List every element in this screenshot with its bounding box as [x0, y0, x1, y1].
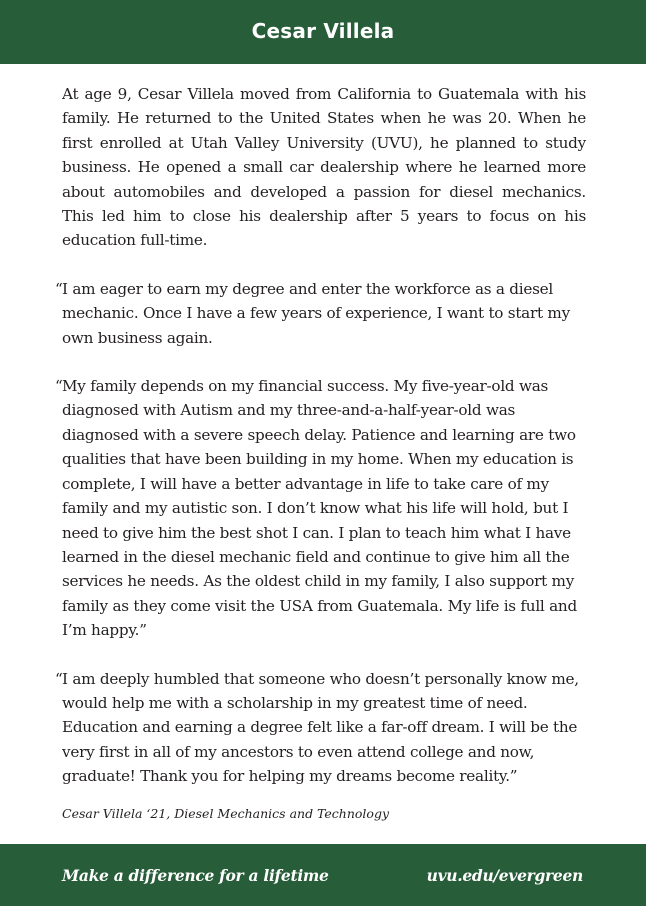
footer-url-link[interactable]: uvu.edu/evergreen [426, 866, 583, 885]
profile-content [55, 82, 586, 835]
page-title: Cesar Villela [251, 19, 395, 43]
footer-bar [0, 844, 646, 906]
quote-2-text: My family depends on my financial success. My five-year-old was diagnosed with Autism and my three-and-a-half-year-old was diagnosed with a severe speech delay. Patience and learning are two qualities that have been building in my home. When my education is complete, I will have a better advantage in life to take care of my family and my autistic son. I don’t know what his life will hold, but I need to give him the best shot I can. I plan to teach him what I have learned in the diesel mechanic field and continue to give him all the services he needs. As the oldest child in my family, I also support my family as they come visit the USA from Guatemala. My life is full and I’m happy.” [62, 377, 577, 640]
quote-2-open-mark: “ [55, 377, 63, 396]
header-bar [0, 0, 646, 64]
quote-1-text: I am eager to earn my degree and enter the workforce as a diesel mechanic. Once I have a few years of experience, I want to start my own business again. [62, 279, 570, 347]
footer-tagline: Make a difference for a lifetime [62, 866, 329, 885]
quote-3-open-mark: “ [55, 669, 63, 688]
quote-3 [55, 667, 586, 789]
quote-2 [55, 374, 586, 642]
quote-3-text: I am deeply humbled that someone who doesn’t personally know me, would help me with a scholarship in my greatest time of need. Education and earning a degree felt like a far-off dream. I will be the very first in all of my ancestors to even attend college and now, graduate! Thank you for helping my dreams become reality.” [62, 669, 579, 786]
attribution: Cesar Villela ‘21, Diesel Mechanics and Technology [62, 805, 390, 821]
quote-1-open-mark: “ [55, 279, 63, 298]
intro-paragraph: At age 9, Cesar Villela moved from California to Guatemala with his family. He returned to the United States when he was 20. When he first enrolled at Utah Valley University (UVU), he planned to study business. He opened a small car dealership where he learned more about automobiles and developed a passion for diesel mechanics. This led him to close his dealership after 5 years to focus on his education full-time. [62, 85, 586, 250]
quote-1 [55, 277, 586, 350]
